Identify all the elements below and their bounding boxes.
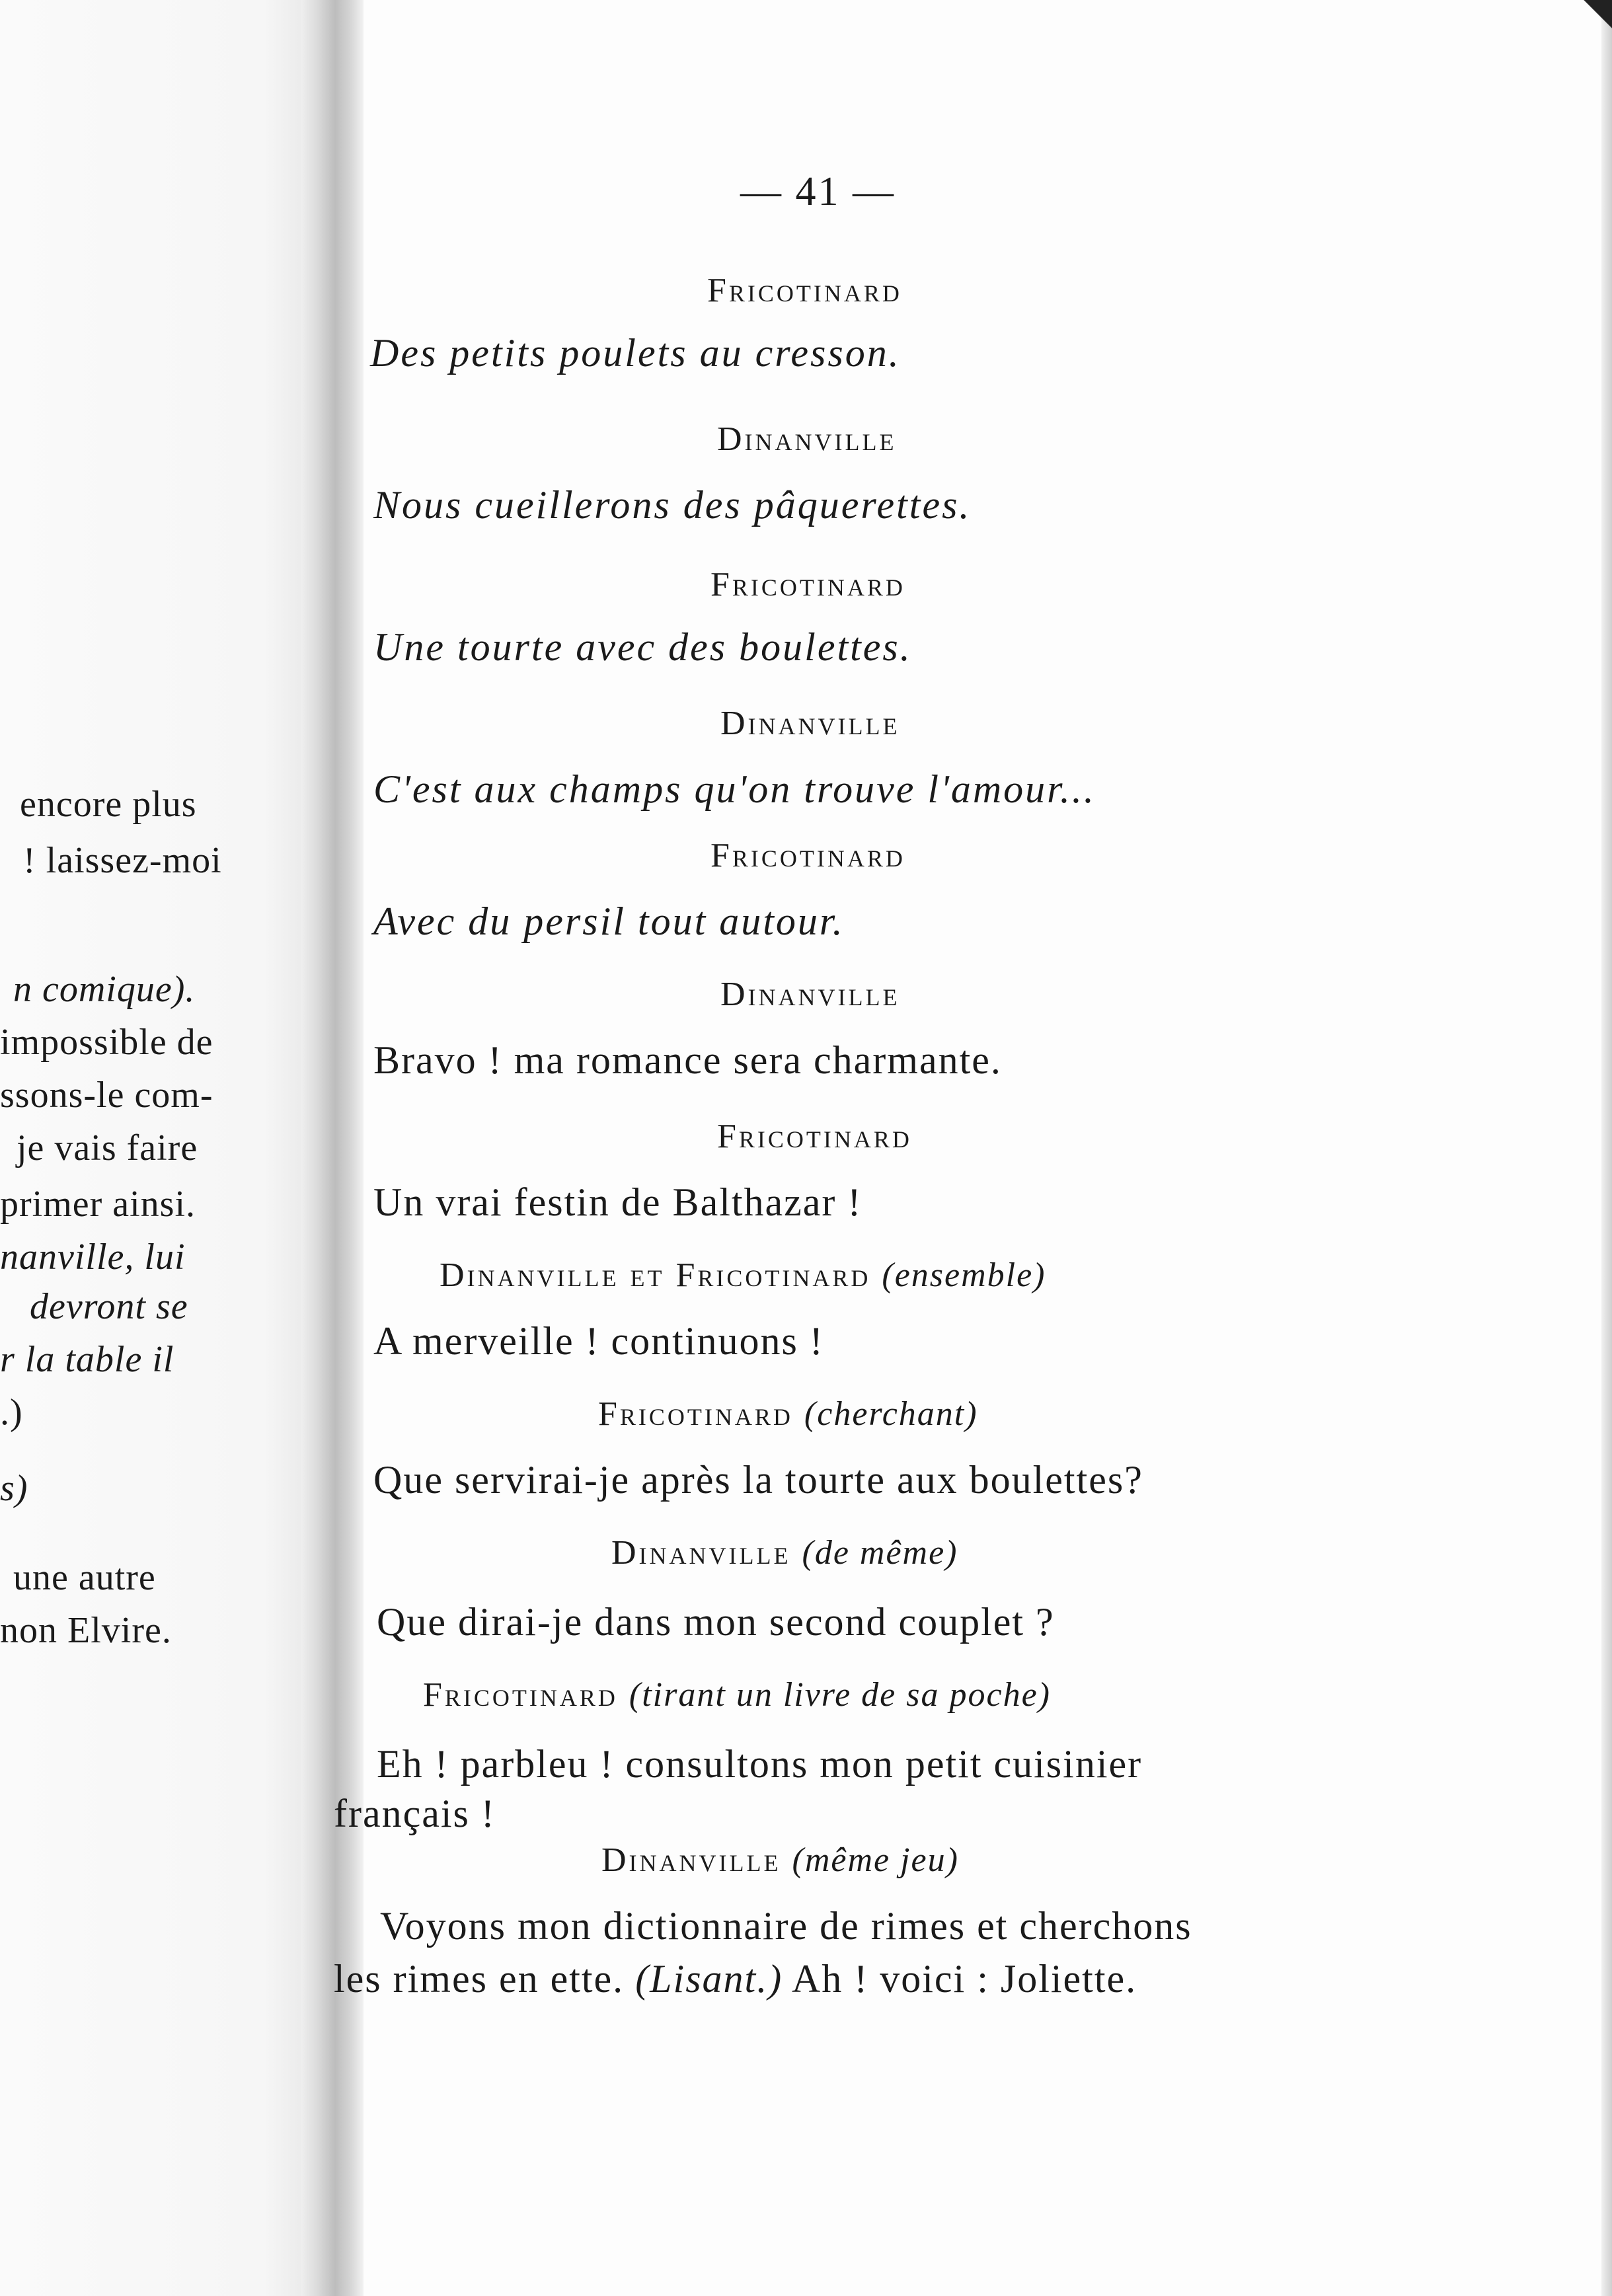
- page-number: — 41 —: [740, 169, 896, 214]
- text-run: les rimes en ette.: [334, 1957, 636, 2001]
- dialogue-line: Eh ! parbleu ! consultons mon petit cuisinier: [377, 1742, 1143, 1786]
- speaker-name: Dinanville (de même): [611, 1534, 958, 1572]
- speaker-name: Dinanville: [717, 420, 897, 458]
- stage-direction: (ensemble): [882, 1256, 1046, 1294]
- dialogue-line: Bravo ! ma romance sera charmante.: [373, 1038, 1002, 1082]
- dialogue-line: Que servirai-je après la tourte aux boulettes?: [373, 1458, 1143, 1502]
- left-line: n comique).: [13, 969, 196, 1010]
- speaker-name: Fricotinard: [707, 272, 902, 309]
- speaker-name: Fricotinard (tirant un livre de sa poche): [423, 1676, 1051, 1714]
- dialogue-line: C'est aux champs qu'on trouve l'amour...: [373, 767, 1096, 811]
- speaker-name: Dinanville: [720, 976, 900, 1013]
- stage-direction: (même jeu): [792, 1841, 959, 1879]
- speaker-name: Fricotinard (cherchant): [598, 1395, 978, 1433]
- left-line: encore plus: [20, 784, 197, 825]
- left-line: r la table il: [0, 1339, 174, 1380]
- stage-direction: (Lisant.): [635, 1957, 783, 2001]
- page-edge: [1601, 0, 1612, 2296]
- dialogue-line: Une tourte avec des boulettes.: [373, 625, 912, 669]
- dialogue-line-continued: [334, 1956, 1137, 2002]
- page-corner: [1559, 0, 1612, 40]
- left-line: primer ainsi.: [0, 1184, 196, 1225]
- book-gutter: [301, 0, 364, 2296]
- left-line: ssons-le com-: [0, 1075, 213, 1116]
- left-line: je vais faire: [17, 1128, 198, 1168]
- speaker-name: Fricotinard: [710, 837, 905, 874]
- speaker-name: Fricotinard: [710, 566, 905, 603]
- dialogue-line-continued: français !: [334, 1792, 496, 1835]
- dialogue-line: Nous cueillerons des pâquerettes.: [373, 483, 972, 527]
- speaker-name: Dinanville: [720, 705, 900, 742]
- dialogue-line: Des petits poulets au cresson.: [370, 331, 901, 375]
- left-line: s): [0, 1468, 28, 1509]
- left-line: .): [0, 1392, 23, 1433]
- stage-direction: (tirant un livre de sa poche): [629, 1676, 1051, 1714]
- dialogue-line: Un vrai festin de Balthazar !: [373, 1180, 863, 1224]
- stage-direction: (de même): [802, 1534, 958, 1572]
- stage-direction: (cherchant): [804, 1395, 978, 1433]
- left-line: une autre: [13, 1557, 156, 1598]
- left-line: nanville, lui: [0, 1237, 186, 1278]
- left-line: ! laissez-moi: [23, 840, 222, 881]
- dialogue-line: A merveille ! continuons !: [373, 1319, 824, 1363]
- left-line: devront se: [30, 1286, 188, 1327]
- left-line: impossible de: [0, 1022, 213, 1063]
- left-line: non Elvire.: [0, 1610, 172, 1651]
- speaker-name: Fricotinard: [717, 1118, 912, 1155]
- speaker-name: Dinanville (même jeu): [601, 1841, 959, 1879]
- left-page-fragment: [0, 0, 311, 2296]
- dialogue-line: Voyons mon dictionnaire de rimes et cherchons: [380, 1904, 1192, 1948]
- dialogue-line: Que dirai-je dans mon second couplet ?: [377, 1600, 1055, 1644]
- text-run: Ah ! voici : Joliette.: [783, 1957, 1137, 2001]
- dialogue-line: Avec du persil tout autour.: [373, 899, 845, 943]
- speaker-name: Dinanville et Fricotinard (ensemble): [440, 1256, 1046, 1294]
